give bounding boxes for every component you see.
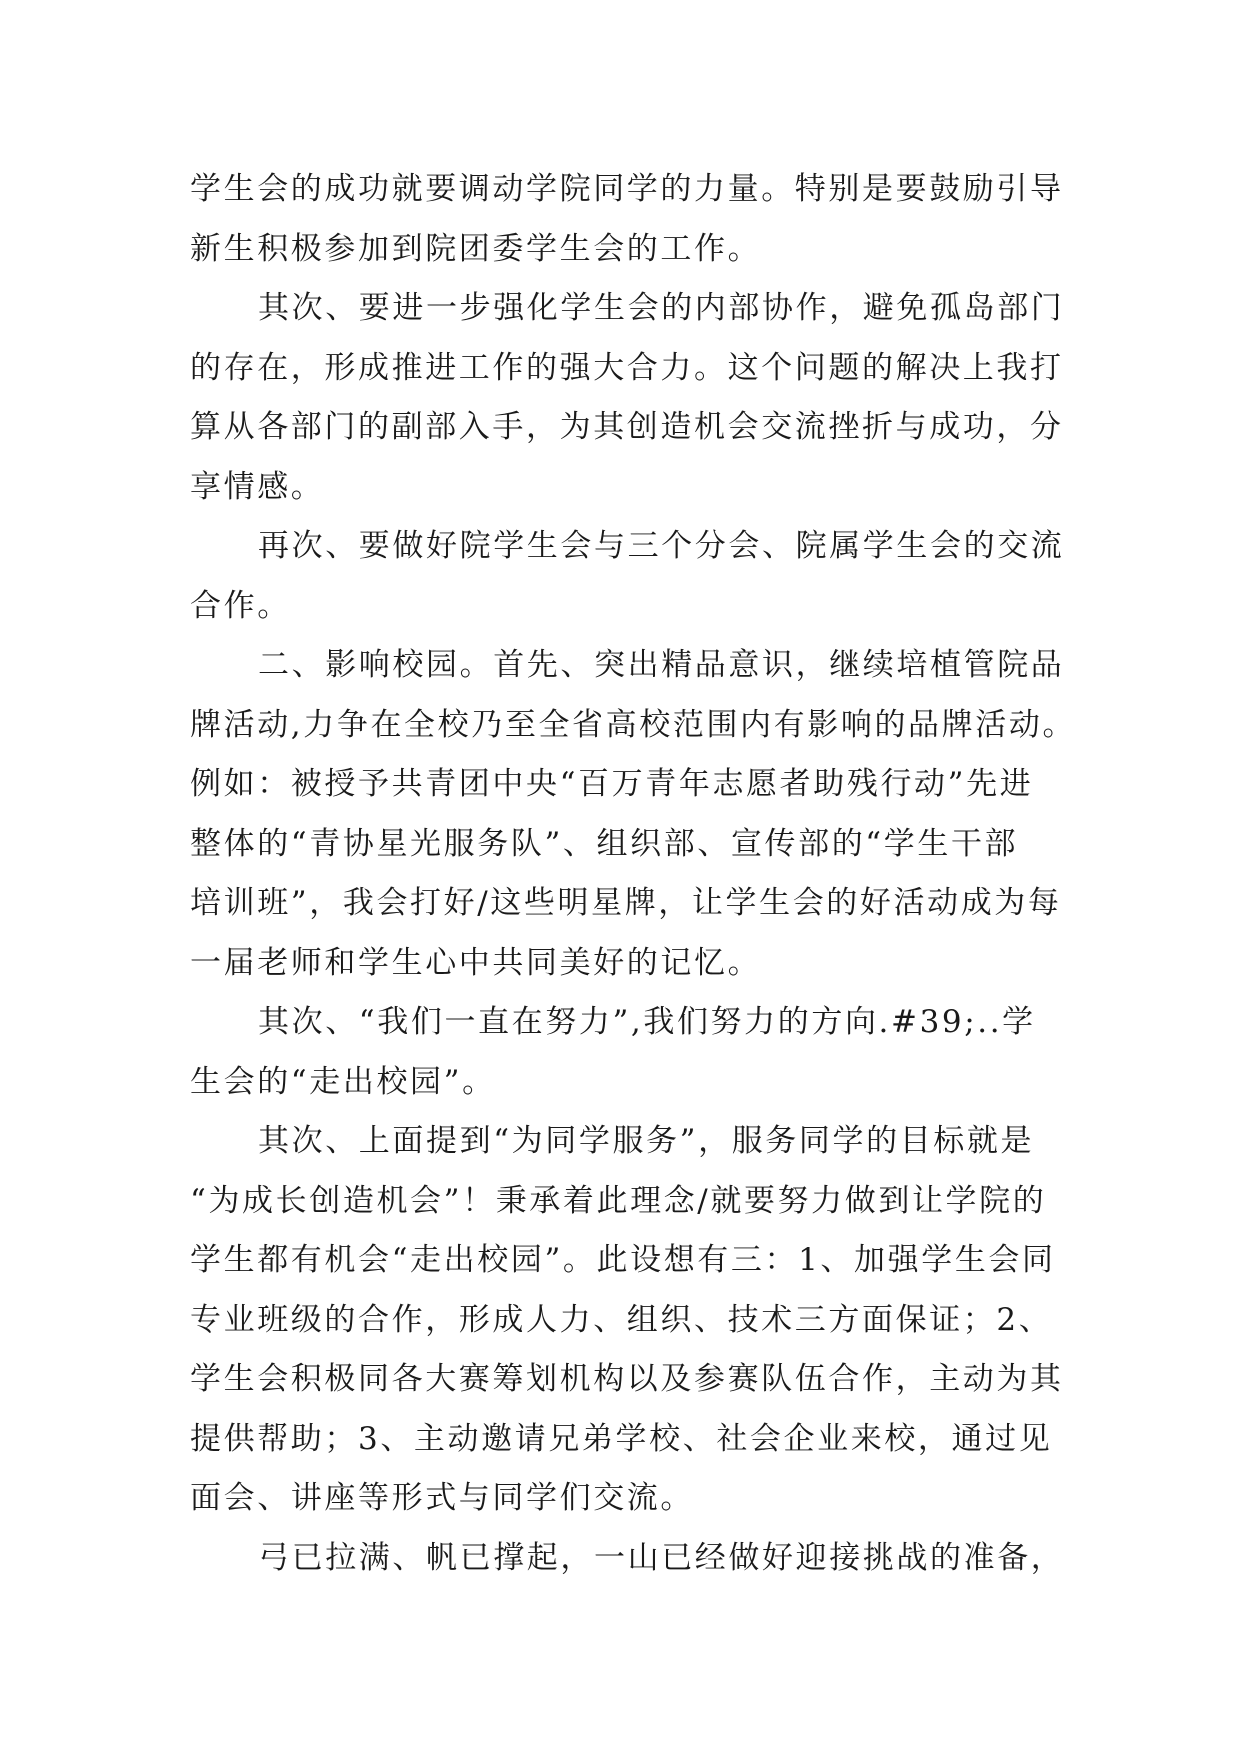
text-line: 的存在，形成推进工作的强大合力。这个问题的解决上我打 [190, 349, 1064, 386]
text-line: 一届老师和学生心中共同美好的记忆。 [190, 944, 762, 981]
text-line: 学生会积极同各大赛筹划机构以及参赛队伍合作，主动为其 [190, 1361, 1064, 1397]
text-line: 新生积极参加到院团委学生会的工作。 [190, 230, 762, 267]
text-line: 二、影响校园。首先、突出精品意识，继续培植管院品 [258, 647, 1065, 683]
text-line: 其次、“我们一直在努力”,我们努力的方向.#39;..学 [258, 1004, 1036, 1040]
text-line: 整体的“青协星光服务队”、组织部、宣传部的“学生干部 [190, 825, 1019, 862]
text-line: 培训班”，我会打好/这些明星牌，让学生会的好活动成为每 [190, 885, 1062, 921]
text-line: 面会、讲座等形式与同学们交流。 [190, 1480, 694, 1516]
text-line: 其次、上面提到“为同学服务”，服务同学的目标就是 [258, 1123, 1035, 1159]
text-line: 例如：被授予共青团中央“百万青年志愿者助残行动”先进 [190, 766, 1034, 802]
text-line: 学生会的成功就要调动学院同学的力量。特别是要鼓励引导 [190, 171, 1064, 207]
text-line: 算从各部门的副部入手，为其创造机会交流挫折与成功，分 [190, 409, 1064, 445]
text-line: 弓已拉满、帆已撑起，一山已经做好迎接挑战的准备， [258, 1539, 1065, 1576]
text-line: 享情感。 [190, 468, 325, 505]
text-line: 学生都有机会“走出校园”。此设想有三：1、加强学生会同 [190, 1242, 1056, 1278]
text-line: 牌活动,力争在全校乃至全省高校范围内有影响的品牌活动。 [190, 706, 1077, 743]
text-line: 再次、要做好院学生会与三个分会、院属学生会的交流 [258, 528, 1065, 564]
body-text [190, 160, 1077, 1588]
text-line: 合作。 [190, 587, 291, 624]
text-line: 生会的“走出校园”。 [190, 1063, 496, 1100]
text-line: 提供帮助；3、主动邀请兄弟学校、社会企业来校，通过见 [190, 1420, 1053, 1457]
text-line: “为成长创造机会”！秉承着此理念/就要努力做到让学院的 [190, 1182, 1047, 1219]
text-line: 专业班级的合作，形成人力、组织、技术三方面保证；2、 [190, 1301, 1053, 1338]
text-line: 其次、要进一步强化学生会的内部协作，避免孤岛部门 [258, 290, 1065, 326]
